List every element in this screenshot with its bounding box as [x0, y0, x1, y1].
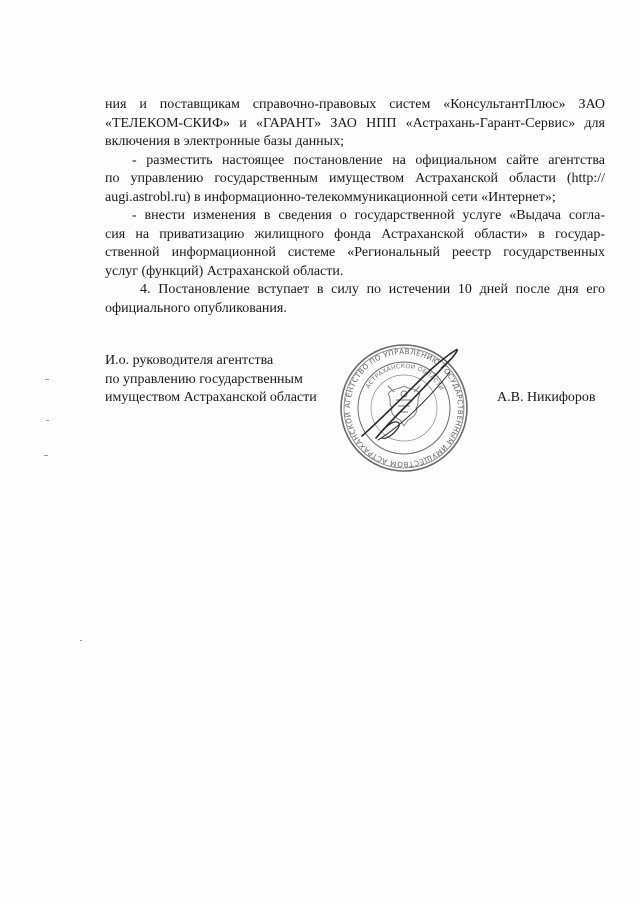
stamp-seal-icon: [338, 342, 470, 474]
signer-position-line: И.о. руководителя агентства: [105, 353, 274, 368]
signer-position-line: имуществом Астраханской области: [105, 390, 317, 405]
text-line: 4. Постановление вступает в силу по истечении 10 дней после дня его: [140, 282, 605, 297]
official-stamp: [338, 342, 470, 474]
scan-speck: [45, 379, 49, 380]
stamp-inner-text: АСТРАХАНСКОЙ ОБЛАСТИ: [364, 362, 445, 392]
scan-speck: [46, 420, 49, 421]
text-line: включения в электронные базы данных;: [105, 134, 344, 149]
text-line: «ТЕЛЕКОМ-СКИФ» и «ГАРАНТ» ЗАО НПП «Астрахань-Гарант-Сервис» для: [105, 116, 605, 131]
signer-name: А.В. Никифоров: [497, 390, 596, 405]
text-line: ственной информационной системе «Региональный реестр государственных: [105, 245, 605, 260]
text-line: услуг (функций) Астраханской области.: [105, 264, 344, 279]
text-line: augi.astrobl.ru) в информационно-телекоммуникационной сети «Интернет»;: [105, 190, 556, 205]
text-line: официального опубликования.: [105, 301, 287, 316]
scan-speck: [80, 640, 82, 641]
stamp-outer-text: АГЕНТСТВО ПО УПРАВЛЕНИЮ ГОСУДАРСТВЕННЫМ ИМУЩЕСТВОМ АСТРАХАНСКОЙ: [342, 346, 466, 470]
text-line: сия на приватизацию жилищного фонда Астраханской области» в государ-: [105, 227, 605, 242]
scan-speck: [44, 455, 48, 456]
text-line: - разместить настоящее постановление на официальном сайте агентства: [132, 153, 605, 168]
text-line: ния и поставщикам справочно-правовых систем «КонсультантПлюс» ЗАО: [105, 97, 605, 112]
text-line: - внести изменения в сведения о государственной услуге «Выдача согла-: [132, 208, 605, 223]
text-line: по управлению государственным имуществом Астраханской области (http://: [105, 171, 605, 186]
signer-position-line: по управлению государственным: [105, 372, 303, 387]
